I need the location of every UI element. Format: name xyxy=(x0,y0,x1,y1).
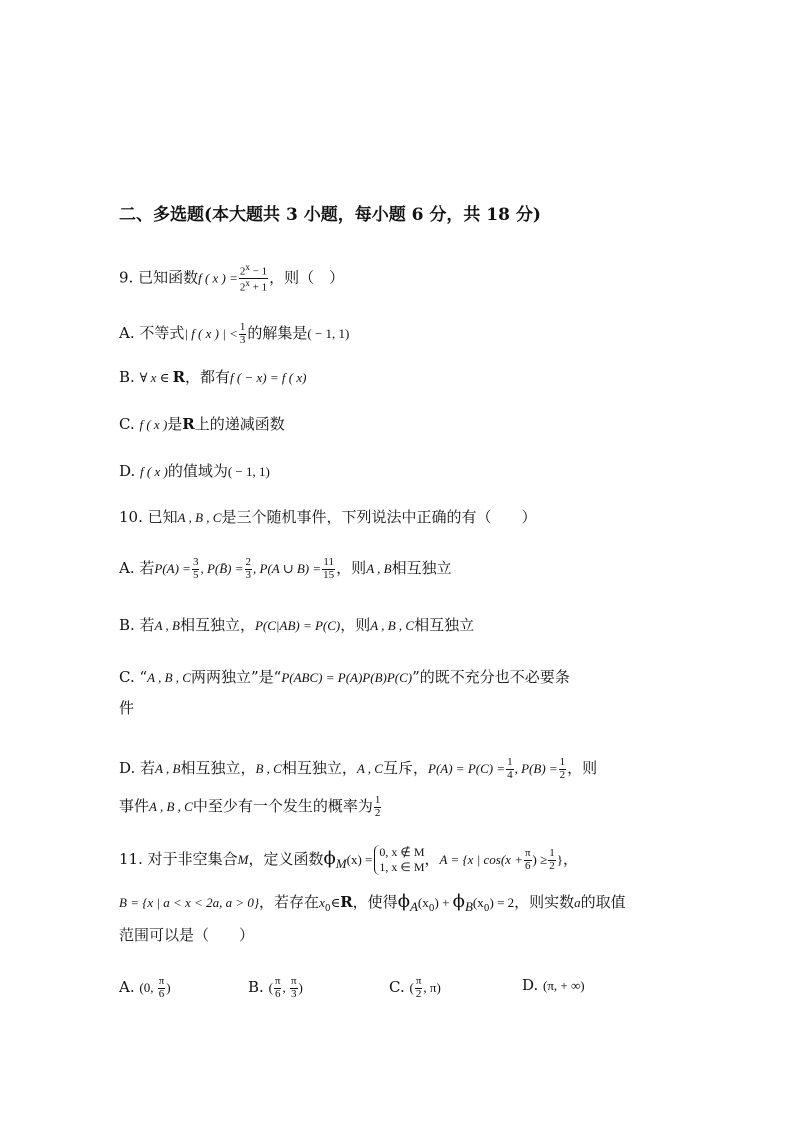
q10-option-d-cont: 事件A , B , C中至少有一个发生的概率为 $\frac{1}{2}$ xyxy=(119,794,381,819)
q9-stem-text: 9. 已知函数 xyxy=(119,268,199,287)
q11-option-b: B. ( $\frac{\pi}{6}$ , $\frac{\pi}{3}$ ) xyxy=(248,975,303,1000)
q11-stem: 11. 对于非空集合M，定义函数$\phi_M(x)$ = 0, x ∉ M 1, x ∈ M ，A = {x | cos(x + $\frac{\pi}{6}$ ) ≥ $\frac{1}{2}$ }， xyxy=(119,845,579,874)
q9-option-a: A. 不等式| f ( x ) | < $\frac{1}{3}$ 的解集是( − 1, 1) xyxy=(119,321,350,346)
q9-option-d: D. f ( x )的值域为( − 1, 1) xyxy=(119,462,270,480)
q11-option-d: D. (π, + ∞) xyxy=(522,976,585,994)
q11-line2: B = {x | a < x < 2a, a > 0}，若存在$x_0\in R$，使得$\phi_A(x_0) + \phi_B(x_0) = 2$，则实数a的取值 xyxy=(119,891,626,914)
section-title: 二、多选题(本大题共 3 小题，每小题 6 分，共 18 分) xyxy=(119,205,541,225)
q11-option-a: A. (0, $\frac{\pi}{6}$ ) xyxy=(119,975,171,1000)
q10-stem: 10. 已知A , B , C是三个随机事件，下列说法中正确的有（ ） xyxy=(119,508,537,526)
q9-stem xyxy=(119,263,344,294)
q11-piecewise: 0, x ∉ M 1, x ∈ M xyxy=(374,845,424,875)
q10-option-c: C. “A , B , C两两独立”是“P(ABC) = P(A)P(B)P(C)”的既不充分也不必要条 xyxy=(119,668,570,686)
q11-option-c: C. ( $\frac{\pi}{2}$ , π) xyxy=(389,975,441,1000)
q10-option-b: B. 若A , B相互独立，P(C|AB) = P(C)，则A , B , C相互独立 xyxy=(119,616,475,634)
q9-option-c: C. f ( x )是R上的递减函数 xyxy=(119,415,285,433)
q11-line3: 范围可以是（ ） xyxy=(119,926,255,944)
q9-function-name: f ( x ) = xyxy=(198,270,238,286)
q9-stem-end: ，则（ ） xyxy=(269,268,345,287)
q10-option-a: A. 若P(A) = $\frac{3}{5}$ , P(B̄) = $\frac{2}{3}$ , P(A ∪ B) = $\frac{11}{15}$ ，则A , B相互独立 xyxy=(119,556,452,581)
q9-function-fraction: $\frac{2^x - 1}{2^x + 1}$ xyxy=(239,262,268,294)
q9-option-b: B. ∀ x ∈ R，都有f ( − x) = f ( x) xyxy=(119,368,307,386)
q10-option-c-cont: 件 xyxy=(119,699,135,717)
q10-option-d: D. 若A , B相互独立，B , C相互独立，A , C互斥，P(A) = P(C) = $\frac{1}{4}$ , P(B) = $\frac{1}{2}$ ，则 xyxy=(119,756,598,781)
